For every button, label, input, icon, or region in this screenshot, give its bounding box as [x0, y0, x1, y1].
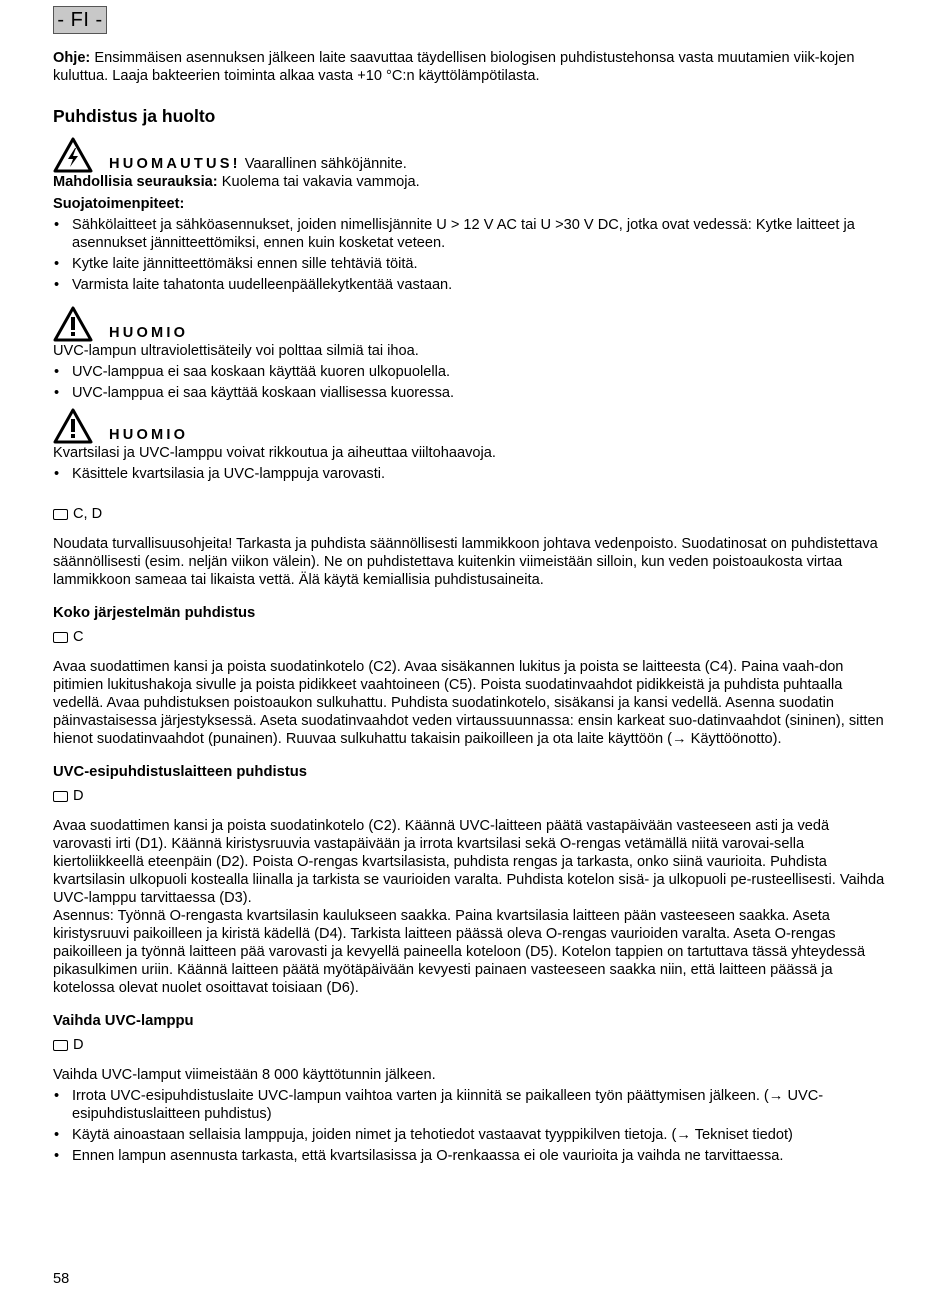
figure-reference — [53, 787, 885, 805]
figure-reference-label: D — [73, 1037, 84, 1053]
list-item: • Käsittele kvartsilasia ja UVC-lamppuja varovasti. — [53, 465, 885, 483]
language-tag: - FI - — [53, 6, 107, 34]
measures-label: Suojatoimenpiteet: — [53, 196, 185, 212]
general-text: Noudata turvallisuusohjeita! Tarkasta ja puhdista säännöllisesti lammikkoon johtava vedenpoisto. Suodatinosat on puhdistettava säännöllisesti (esim. neljän viikon välein). Ne on puhdistettava kuitenkin viimeistään silloin, kun veden poistoaukosta virtaa lammikkoon sameaa tai likaista vettä. Älä käytä kemiallisia puhdistusaineita. — [53, 536, 878, 588]
caution-icon — [53, 306, 93, 342]
subsection-title: UVC-esipuhdistuslaitteen puhdistus — [53, 764, 308, 780]
warning-text: Kvartsilasi ja UVC-lamppu voivat rikkoutua ja aiheuttaa viiltohaavoja. — [53, 445, 496, 461]
list-item: • Ennen lampun asennusta tarkasta, että kvartsilasissa ja O-renkaassa ei ole vaurioita ja vaihda ne tarvittaessa. — [53, 1147, 885, 1165]
page-content — [53, 6, 885, 1165]
figure-reference — [53, 505, 885, 523]
uvc-assembly-text: Asennus: Työnnä O-rengasta kvartsilasin kaulukseen saakka. Paina kvartsilasia laitteen pään vasteeseen saakka. Aseta kiristysruuvi paikoilleen ja kiristä kädellä (D4). Tarkista laitteen päässä oleva O-rengas vaurioiden varalta. Aseta O-rengas paikoilleen ja työnnä laitteen pää varovasti ja kevyellä paineella koteloon (D5). Kotelon tappien on tartuttava tässä yhteydessä pikasulkimen uriin. Käännä laitteen päätä myötäpäivään kevyesti painaen vasteeseen saakka niin, että laitteen päässä ja kotelossa olevat nuolet osoittavat toisiaan (D6). — [53, 908, 866, 996]
list-item: • Kytke laite jännitteettömäksi ennen sille tehtäviä töitä. — [53, 255, 885, 273]
figure-icon — [53, 509, 68, 520]
figure-reference-label: D — [73, 788, 84, 804]
list-item: • UVC-lamppua ei saa käyttää koskaan viallisessa kuoressa. — [53, 384, 885, 402]
figure-reference-label: C, D — [73, 506, 103, 522]
warning-list — [53, 363, 885, 402]
figure-reference-label: C — [73, 629, 84, 645]
lamp-change-text: Vaihda UVC-lamput viimeistään 8 000 käyttötunnin jälkeen. — [53, 1067, 436, 1083]
consequence-text: Kuolema tai vakavia vammoja. — [221, 174, 420, 190]
warning-text: UVC-lampun ultraviolettisäteily voi polttaa silmiä tai ihoa. — [53, 343, 419, 359]
consequence-label: Mahdollisia seurauksia: — [53, 174, 218, 190]
intro-label: Ohje: — [53, 50, 91, 66]
system-cleaning-text: Avaa suodattimen kansi ja poista suodatinkotelo (C2). Avaa sisäkannen lukitus ja poista se laitteesta (C4). Paina vaah-don pitimien lukitushakoja sivulle ja poista pidikkeet vaahtoineen (C5). Poista suodatinvaahdot pidikkeistä ja puhdista puhtaalla vedellä. Avaa puhdistuksen poistoaukon sulkuhattu. Puhdista suodatinkotelo, sisäkansi ja kansi vedellä. Asenna suodatin päinvastaisessa järjestyksessä. Aseta suodatinvaahdot veden virtaussuunnassa: ensin karkeat suo-datinvaahdot (sininen), sitten hienot suodatinvaahdot (punainen). Ruuvaa sulkuhattu takaisin paikoilleen ja ota laite käyttöön (→ Käyttöönotto). — [53, 659, 884, 747]
hazard-text: Vaarallinen sähköjännite. — [244, 156, 407, 172]
intro-text: Ensimmäisen asennuksen jälkeen laite saavuttaa täydellisen biologisen puhdistustehonsa vasta muutamien viik-kojen kuluttua. Laaja bakteerien toiminta alkaa vasta +10 °C:n käyttölämpötilasta. — [53, 50, 855, 84]
consequence-line — [53, 173, 885, 191]
signal-word: HUOMIO — [109, 427, 189, 443]
caution-icon — [53, 408, 93, 444]
page-number: 58 — [53, 1271, 70, 1287]
electric-hazard-icon — [53, 137, 93, 173]
warning-uv-header — [53, 306, 885, 342]
warning-glass-header — [53, 408, 885, 444]
intro-note — [53, 49, 885, 85]
list-item: • Käytä ainoastaan sellaisia lamppuja, joiden nimet ja tehotiedot vastaavat tyyppikilven tietoja. (→ Tekniset tiedot) — [53, 1126, 885, 1144]
list-item: • UVC-lamppua ei saa koskaan käyttää kuoren ulkopuolella. — [53, 363, 885, 381]
measures-list — [53, 216, 885, 294]
list-item: • Irrota UVC-esipuhdistuslaite UVC-lampun vaihtoa varten ja kiinnitä se paikalleen työn päättymisen jälkeen. (→ UVC-esipuhdistuslaitteen puhdistus) — [53, 1087, 885, 1123]
figure-reference — [53, 1036, 885, 1054]
uvc-cleaning-text: Avaa suodattimen kansi ja poista suodatinkotelo (C2). Käännä UVC-laitteen päätä vastapäivään vasteeseen asti ja vedä varovasti irti (D1). Käännä kiristysruuvia vastapäivään ja irrota kvartsilasi sekä O-rengas vetämällä niitä varovai-sella kiertoliikkeellä eteenpäin (D2). Poista O-rengas kvartsilasista, puhdista rengas ja tarkasta, onko siinä vaurioita. Puhdista kvartsilasin ulkopuoli kostealla liinalla ja tarkista se vaurioiden varalta. Puhdista kotelon sisä- ja ulkopuoli pe-rusteellisesti. Vaihda UVC-lamppu tarvittaessa (D3). — [53, 818, 885, 906]
warning-electrical-header — [53, 137, 885, 173]
section-title: Puhdistus ja huolto — [53, 106, 216, 126]
list-item: • Sähkölaitteet ja sähköasennukset, joiden nimellisjännite U > 12 V AC tai U >30 V DC, jotka ovat vedessä: Kytke laitteet ja asennukset jännitteettömiksi, ennen kuin kosketat veteen. — [53, 216, 885, 252]
warning-list — [53, 465, 885, 483]
lamp-change-list — [53, 1087, 885, 1165]
subsection-title: Vaihda UVC-lamppu — [53, 1013, 194, 1029]
subsection-title: Koko järjestelmän puhdistus — [53, 605, 256, 621]
figure-icon — [53, 791, 68, 802]
figure-icon — [53, 632, 68, 643]
list-item: • Varmista laite tahatonta uudelleenpäällekytkentää vastaan. — [53, 276, 885, 294]
figure-reference — [53, 628, 885, 646]
signal-word: HUOMIO — [109, 325, 189, 341]
signal-word: HUOMAUTUS! — [109, 156, 241, 172]
figure-icon — [53, 1040, 68, 1051]
